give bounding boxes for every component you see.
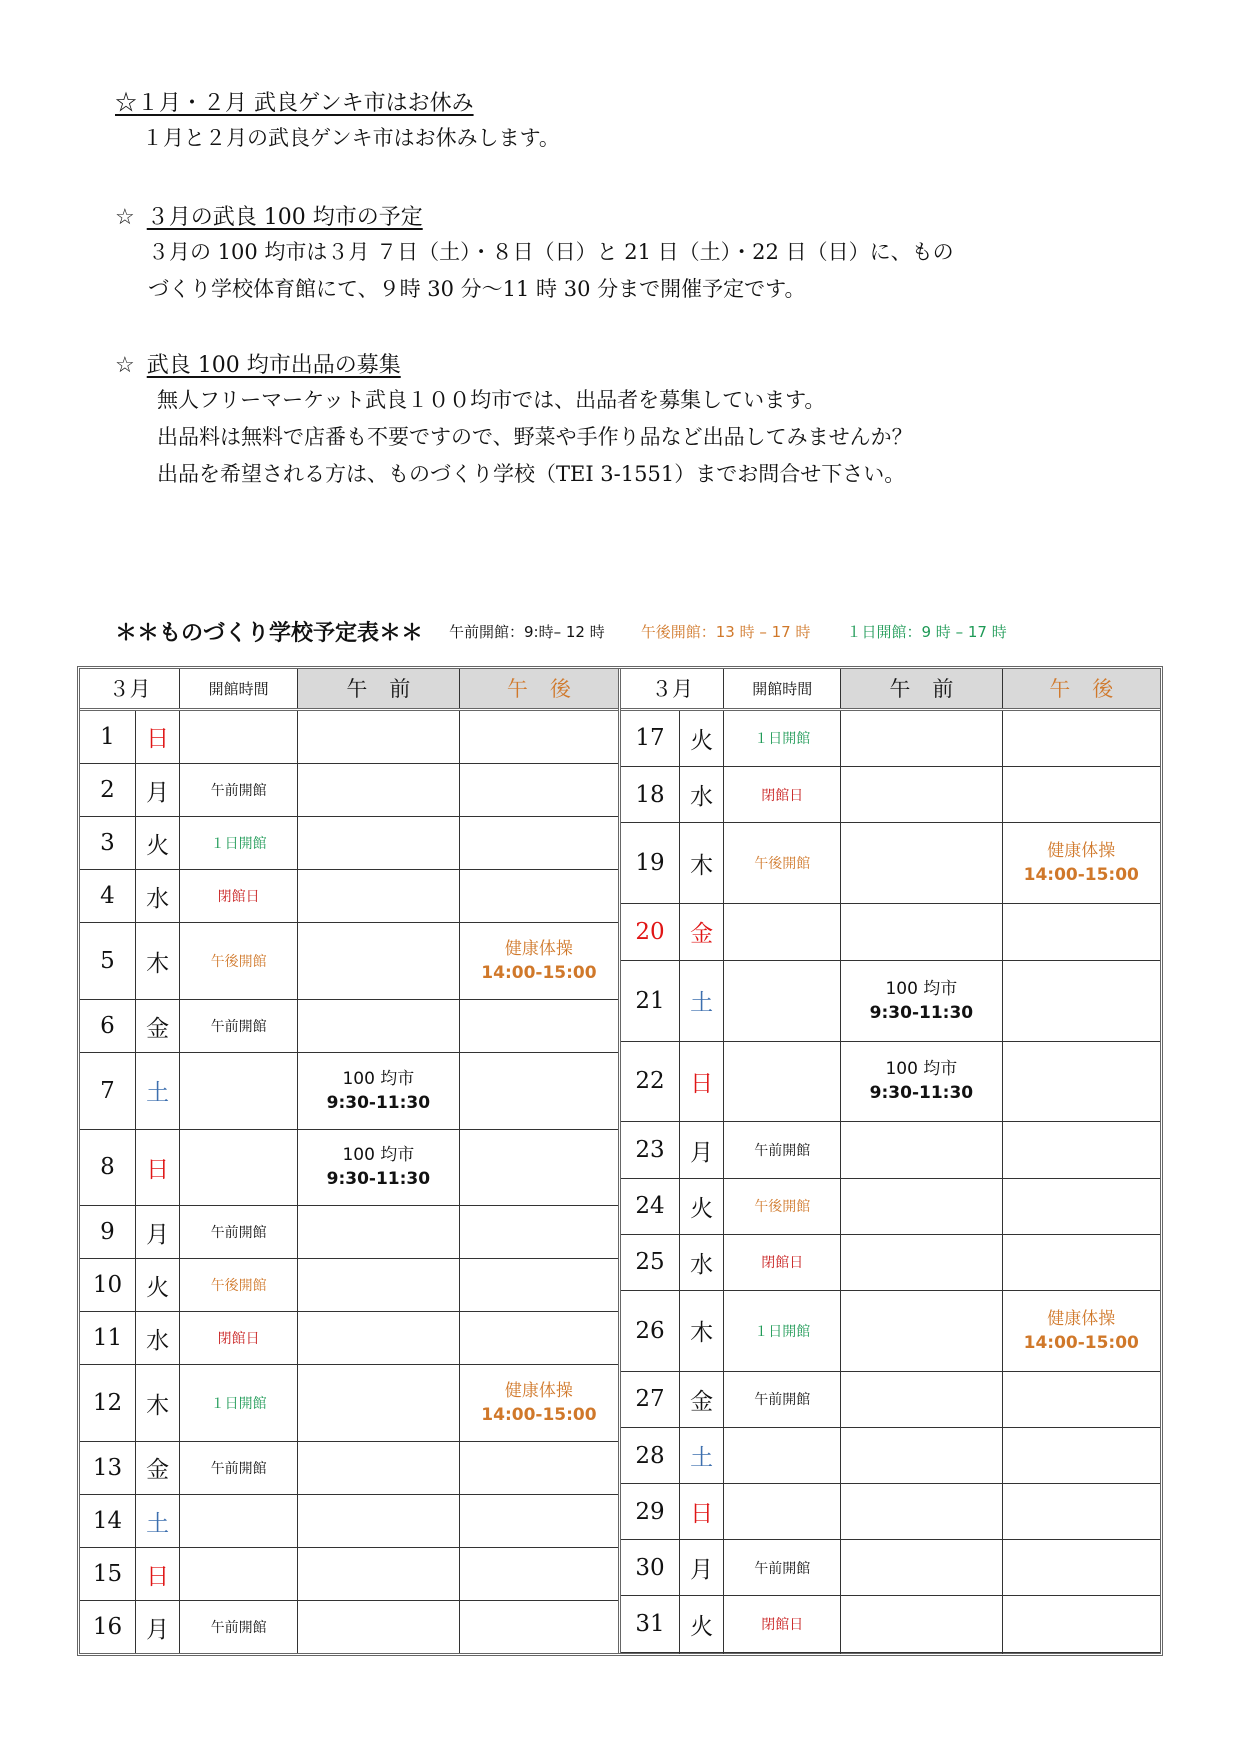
- event-time: 9:30-11:30: [326, 1092, 431, 1113]
- opening-status: 午後開館: [180, 923, 298, 1000]
- weekday: 月: [135, 1601, 179, 1653]
- morning-event: [841, 1290, 1002, 1371]
- schedule-row: [621, 1371, 1160, 1427]
- star-icon: ☆: [115, 353, 135, 378]
- day-number: 22: [621, 1041, 680, 1122]
- afternoon-event: [1002, 1122, 1160, 1178]
- afternoon-event: [1002, 1290, 1160, 1371]
- day-number: 28: [621, 1428, 680, 1484]
- event-name: 健康体操: [504, 939, 573, 960]
- event-name: 100 均市: [342, 1145, 415, 1166]
- star-icon: ☆: [115, 205, 135, 230]
- schedule-row: [80, 923, 618, 1000]
- day-number: 31: [621, 1596, 680, 1652]
- afternoon-event: [1002, 1540, 1160, 1596]
- afternoon-event: [459, 1548, 618, 1601]
- header-morning: 午前: [841, 669, 1002, 709]
- morning-event: [841, 1178, 1002, 1234]
- day-number: 15: [80, 1548, 135, 1601]
- schedule-row: [80, 999, 618, 1052]
- schedule-row: [621, 1540, 1160, 1596]
- afternoon-event: [459, 999, 618, 1052]
- schedule-row: [621, 1122, 1160, 1178]
- opening-status: [724, 904, 841, 960]
- morning-event: [841, 1428, 1002, 1484]
- header-opening-hours: 開館時間: [180, 669, 298, 709]
- schedule-row: [80, 1601, 618, 1653]
- opening-status: 閉館日: [724, 767, 841, 823]
- opening-status: 午前開館: [724, 1371, 841, 1427]
- opening-status: 午後開館: [724, 823, 841, 904]
- day-number: 20: [621, 904, 680, 960]
- morning-event: [841, 823, 1002, 904]
- event-name: 健康体操: [504, 1381, 573, 1402]
- schedule-row: [621, 709, 1160, 767]
- opening-status: 午後開館: [724, 1178, 841, 1234]
- morning-event: [841, 904, 1002, 960]
- morning-event: [297, 1494, 459, 1547]
- morning-event: [841, 1484, 1002, 1540]
- opening-status: 午前開館: [180, 1601, 298, 1653]
- afternoon-event: [1002, 1178, 1160, 1234]
- opening-status: 閉館日: [724, 1234, 841, 1290]
- morning-event: [841, 1371, 1002, 1427]
- morning-event: [297, 1548, 459, 1601]
- schedule-row: [80, 1494, 618, 1547]
- event-name: 健康体操: [1047, 1308, 1116, 1329]
- weekday: 火: [680, 1596, 724, 1652]
- opening-status: [724, 1652, 841, 1653]
- day-number: 2: [80, 764, 135, 817]
- afternoon-event: [459, 1441, 618, 1494]
- weekday: 水: [135, 870, 179, 923]
- morning-event: [297, 1365, 459, 1442]
- opening-status: [180, 1548, 298, 1601]
- weekday: 木: [135, 1365, 179, 1442]
- header-month: ３月: [80, 669, 180, 709]
- legend-full-day: １日開館：9 時 – 17 時: [846, 622, 1007, 641]
- afternoon-event: [1002, 1428, 1160, 1484]
- schedule-legend: [115, 614, 1145, 648]
- weekday: 火: [135, 817, 179, 870]
- schedule-row: [621, 767, 1160, 823]
- weekday: 木: [680, 823, 724, 904]
- weekday: 日: [135, 1129, 179, 1206]
- schedule-row: [621, 1428, 1160, 1484]
- opening-status: [180, 1129, 298, 1206]
- afternoon-event: [459, 1312, 618, 1365]
- weekday: 水: [680, 1234, 724, 1290]
- section-text: １月と２月の武良ゲンキ市はお休みします。: [142, 126, 560, 150]
- day-number: 14: [80, 1494, 135, 1547]
- schedule-title: ＊＊ものづくり学校予定表＊＊: [115, 620, 424, 646]
- header-morning: 午前: [297, 669, 459, 709]
- opening-status: [180, 1053, 298, 1130]
- morning-event: [297, 764, 459, 817]
- weekday: 金: [135, 999, 179, 1052]
- opening-status: 閉館日: [724, 1596, 841, 1652]
- schedule-row: [80, 764, 618, 817]
- weekday: 月: [135, 1206, 179, 1259]
- weekday: 金: [680, 904, 724, 960]
- opening-status: 午前開館: [724, 1540, 841, 1596]
- schedule-grid: [80, 669, 618, 1653]
- legend-am: 午前開館：9:時– 12 時: [449, 622, 605, 641]
- afternoon-event: [1002, 1041, 1160, 1122]
- day-number: 18: [621, 767, 680, 823]
- section-winter-break: [115, 88, 560, 157]
- event-name: 100 均市: [885, 978, 958, 999]
- weekday: 土: [135, 1494, 179, 1547]
- afternoon-event: [1002, 1596, 1160, 1652]
- day-number: 8: [80, 1129, 135, 1206]
- schedule-row: [621, 1484, 1160, 1540]
- day-number: 3: [80, 817, 135, 870]
- weekday: 金: [680, 1371, 724, 1427]
- afternoon-event: [459, 1206, 618, 1259]
- schedule-row: [621, 1652, 1160, 1653]
- afternoon-event: [459, 1053, 618, 1130]
- event-time: 14:00-15:00: [481, 1405, 597, 1426]
- day-number: 17: [621, 709, 680, 767]
- afternoon-event: [1002, 960, 1160, 1041]
- morning-event: [841, 709, 1002, 767]
- morning-event: [841, 960, 1002, 1041]
- weekday: [680, 1652, 724, 1653]
- weekday: 木: [135, 923, 179, 1000]
- event-time: 9:30-11:30: [869, 1002, 974, 1023]
- opening-status: [724, 1428, 841, 1484]
- afternoon-event: [459, 923, 618, 1000]
- event-name: 100 均市: [885, 1059, 958, 1080]
- morning-event: [841, 1540, 1002, 1596]
- schedule-row: [80, 709, 618, 764]
- schedule-row: [621, 1041, 1160, 1122]
- header-afternoon: 午後: [1002, 669, 1160, 709]
- weekday: 火: [135, 1259, 179, 1312]
- morning-event: [297, 1441, 459, 1494]
- morning-event: [297, 1129, 459, 1206]
- weekday: 土: [680, 960, 724, 1041]
- opening-status: [724, 1041, 841, 1122]
- day-number: 5: [80, 923, 135, 1000]
- afternoon-event: [1002, 709, 1160, 767]
- opening-status: 午前開館: [180, 999, 298, 1052]
- section-text: 出品料は無料で店番も不要ですので、野菜や手作り品など出品してみませんか？: [157, 425, 913, 449]
- morning-event: [297, 1312, 459, 1365]
- opening-status: [180, 709, 298, 764]
- opening-status: １日開館: [724, 709, 841, 767]
- opening-status: 午前開館: [724, 1122, 841, 1178]
- weekday: 水: [135, 1312, 179, 1365]
- weekday: 日: [680, 1041, 724, 1122]
- weekday: 日: [135, 1548, 179, 1601]
- day-number: 4: [80, 870, 135, 923]
- day-number: 29: [621, 1484, 680, 1540]
- header-afternoon: 午後: [459, 669, 618, 709]
- schedule-half-left: [80, 669, 621, 1653]
- day-number: 13: [80, 1441, 135, 1494]
- morning-event: [841, 1234, 1002, 1290]
- section-title: ☆１月・２月 武良ゲンキ市はお休み: [115, 91, 474, 116]
- morning-event: [841, 1596, 1002, 1652]
- morning-event: [297, 1206, 459, 1259]
- event-time: 14:00-15:00: [481, 963, 597, 984]
- morning-event: [297, 1053, 459, 1130]
- day-number: 21: [621, 960, 680, 1041]
- morning-event: [297, 1259, 459, 1312]
- opening-status: 午後開館: [180, 1259, 298, 1312]
- section-text: 出品を希望される方は、ものづくり学校（TEI 3-1551）までお問合せ下さい。: [157, 462, 906, 486]
- opening-status: １日開館: [180, 817, 298, 870]
- day-number: 16: [80, 1601, 135, 1653]
- morning-event: [841, 1122, 1002, 1178]
- schedule-row: [80, 1259, 618, 1312]
- day-number: 1: [80, 709, 135, 764]
- opening-status: 午前開館: [180, 1206, 298, 1259]
- opening-status: 午前開館: [180, 764, 298, 817]
- morning-event: [297, 1601, 459, 1653]
- day-number: 6: [80, 999, 135, 1052]
- weekday: 月: [680, 1540, 724, 1596]
- afternoon-event: [1002, 904, 1160, 960]
- opening-status: [724, 960, 841, 1041]
- day-number: 9: [80, 1206, 135, 1259]
- morning-event: [297, 999, 459, 1052]
- section-march-market: [115, 202, 954, 308]
- section-text: づくり学校体育館にて、９時 30 分～11 時 30 分まで開催予定です。: [148, 277, 806, 301]
- day-number: 10: [80, 1259, 135, 1312]
- day-number: 26: [621, 1290, 680, 1371]
- opening-status: 閉館日: [180, 870, 298, 923]
- day-number: 12: [80, 1365, 135, 1442]
- afternoon-event: [459, 1494, 618, 1547]
- day-number: 7: [80, 1053, 135, 1130]
- section-text: ３月の 100 均市は３月 ７日（土）・８日（日）と 21 日（土）・22 日（日）に、もの: [148, 240, 954, 264]
- afternoon-event: [459, 1601, 618, 1653]
- header-opening-hours: 開館時間: [724, 669, 841, 709]
- schedule-row: [621, 960, 1160, 1041]
- afternoon-event: [1002, 1234, 1160, 1290]
- schedule-row: [621, 1178, 1160, 1234]
- weekday: 土: [135, 1053, 179, 1130]
- weekday: 金: [135, 1441, 179, 1494]
- afternoon-event: [1002, 823, 1160, 904]
- afternoon-event: [459, 709, 618, 764]
- schedule-row: [621, 904, 1160, 960]
- day-number: [621, 1652, 680, 1653]
- day-number: 23: [621, 1122, 680, 1178]
- afternoon-event: [1002, 1484, 1160, 1540]
- weekday: 木: [680, 1290, 724, 1371]
- schedule-grid: [621, 669, 1160, 1653]
- section-vendor-recruit: [115, 350, 913, 493]
- morning-event: [297, 870, 459, 923]
- schedule-row: [80, 1129, 618, 1206]
- schedule-row: [80, 870, 618, 923]
- weekday: 土: [680, 1428, 724, 1484]
- section-title: ☆ ３月の武良 100 均市の予定: [115, 202, 954, 234]
- schedule-row: [80, 1548, 618, 1601]
- schedule-row: [621, 1234, 1160, 1290]
- opening-status: 閉館日: [180, 1312, 298, 1365]
- opening-status: [724, 1484, 841, 1540]
- weekday: 火: [680, 709, 724, 767]
- star-icon: ☆: [115, 91, 138, 116]
- opening-status: １日開館: [180, 1365, 298, 1442]
- afternoon-event: [1002, 1371, 1160, 1427]
- day-number: 24: [621, 1178, 680, 1234]
- morning-event: [841, 767, 1002, 823]
- weekday: 水: [680, 767, 724, 823]
- day-number: 19: [621, 823, 680, 904]
- day-number: 11: [80, 1312, 135, 1365]
- schedule-row: [621, 1596, 1160, 1652]
- schedule-row: [80, 1053, 618, 1130]
- day-number: 27: [621, 1371, 680, 1427]
- schedule-row: [80, 1441, 618, 1494]
- schedule-half-right: [621, 669, 1160, 1653]
- morning-event: [297, 709, 459, 764]
- schedule-table: [77, 666, 1163, 1656]
- morning-event: [841, 1652, 1002, 1653]
- schedule-row: [80, 1312, 618, 1365]
- event-time: 14:00-15:00: [1023, 865, 1139, 886]
- day-number: 25: [621, 1234, 680, 1290]
- header-month: ３月: [621, 669, 724, 709]
- afternoon-event: [459, 1259, 618, 1312]
- afternoon-event: [1002, 767, 1160, 823]
- opening-status: [180, 1494, 298, 1547]
- afternoon-event: [459, 764, 618, 817]
- schedule-row: [80, 1206, 618, 1259]
- event-name: 健康体操: [1047, 841, 1116, 862]
- morning-event: [297, 923, 459, 1000]
- morning-event: [297, 817, 459, 870]
- weekday: 日: [135, 709, 179, 764]
- afternoon-event: [459, 870, 618, 923]
- afternoon-event: [459, 1129, 618, 1206]
- morning-event: [841, 1041, 1002, 1122]
- opening-status: １日開館: [724, 1290, 841, 1371]
- afternoon-event: [459, 817, 618, 870]
- event-time: 9:30-11:30: [326, 1169, 431, 1190]
- event-name: 100 均市: [342, 1068, 415, 1089]
- section-text: 無人フリーマーケット武良１００均市では、出品者を募集しています。: [157, 388, 826, 412]
- legend-pm: 午後開館：13 時 – 17 時: [640, 622, 811, 641]
- weekday: 月: [680, 1122, 724, 1178]
- schedule-row: [80, 1365, 618, 1442]
- schedule-row: [621, 823, 1160, 904]
- event-time: 9:30-11:30: [869, 1083, 974, 1104]
- afternoon-event: [1002, 1652, 1160, 1653]
- weekday: 火: [680, 1178, 724, 1234]
- weekday: 月: [135, 764, 179, 817]
- schedule-row: [621, 1290, 1160, 1371]
- opening-status: 午前開館: [180, 1441, 298, 1494]
- section-title: ☆ 武良 100 均市出品の募集: [115, 350, 913, 382]
- schedule-row: [80, 817, 618, 870]
- day-number: 30: [621, 1540, 680, 1596]
- event-time: 14:00-15:00: [1023, 1332, 1139, 1353]
- afternoon-event: [459, 1365, 618, 1442]
- weekday: 日: [680, 1484, 724, 1540]
